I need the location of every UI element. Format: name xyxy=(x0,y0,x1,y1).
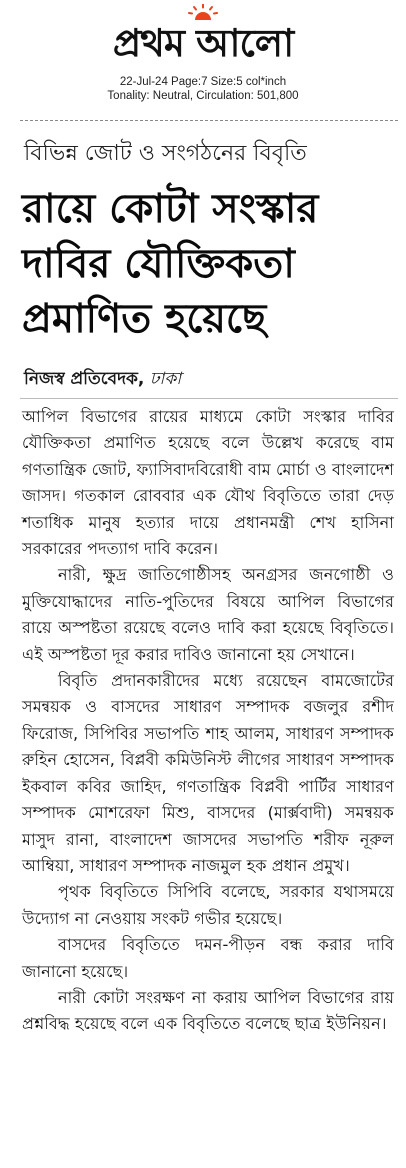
headline-line: দাবির যৌক্তিকতা xyxy=(22,241,295,287)
byline xyxy=(24,366,181,394)
byline-location: ঢাকা xyxy=(149,369,182,389)
body-paragraph: পৃথক বিবৃতিতে সিপিবি বলেছে, সরকার যথাসময়ে উদ্যোগ না নেওয়ায় সংকট গভীর হয়েছে। xyxy=(22,882,394,928)
newspaper-logo: প্রথম আলো xyxy=(112,21,294,65)
clipping-meta-tonality: Tonality: Neutral, Circulation: 501,800 xyxy=(107,90,299,102)
top-divider xyxy=(20,120,398,121)
article-kicker: বিভিন্ন জোট ও সংগঠনের বিবৃতি xyxy=(24,141,307,166)
headline-line: প্রমাণিত হয়েছে xyxy=(22,296,267,342)
byline-author: নিজস্ব প্রতিবেদক, xyxy=(24,369,145,389)
body-paragraph: বাসদের বিবৃতিতে দমন-পীড়ন বন্ধ করার দাবি জানানো হয়েছে। xyxy=(22,935,394,981)
byline-divider xyxy=(20,398,398,399)
clipping-meta-date-page: 22-Jul-24 Page:7 Size:5 col*inch xyxy=(119,76,287,88)
article-body xyxy=(22,404,394,1038)
article-headline xyxy=(22,182,392,347)
headline-line: রায়ে কোটা সংস্কার xyxy=(22,186,319,232)
body-paragraph: বিবৃতি প্রদানকারীদের মধ্যে রয়েছেন বামজোটের সমন্বয়ক ও বাসদের সাধারণ সম্পাদক বজলুর রশীদ ফিরোজ, সিপিবির সভাপতি শাহ আলম, সাধারণ সম্পাদক রুহিন হোসেন, বিপ্লবী কমিউনিস্ট লীগের সাধারণ সম্পাদক ইকবাল কবির জাহিদ, গণতান্ত্রিক বিপ্লবী পার্টির সাধারণ সম্পাদক মোশরেফা মিশু, বাসদের (মার্ক্সবাদী) সমন্বয়ক মাসুদ রানা, বাংলাদেশ জাসদের সভাপতি শরীফ নূরুল আম্বিয়া, সাধারণ সম্পাদক নাজমুল হক প্রধান প্রমুখ। xyxy=(22,671,394,875)
body-paragraph: নারী, ক্ষুদ্র জাতিগোষ্ঠীসহ অনগ্রসর জনগোষ্ঠী ও মুক্তিযোদ্ধাদের নাতি-পুতিদের বিষয়ে আপিল বিভাগের রায়ে অস্পষ্টতা রয়েছে বলেও দাবি করা হয়েছে বিবৃতিতে। এই অস্পষ্টতা দূর করার দাবিও জানানো হয় সেখানে। xyxy=(22,565,394,664)
body-paragraph: নারী কোটা সংরক্ষণ না করায় আপিল বিভাগের রায় প্রশ্নবিদ্ধ হয়েছে বলে এক বিবৃতিতে বলেছে ছাত্র ইউনিয়ন। xyxy=(22,987,394,1034)
body-paragraph: আপিল বিভাগের রায়ের মাধ্যমে কোটা সংস্কার দাবির যৌক্তিকতা প্রমাণিত হয়েছে বলে উল্লেখ করেছে বাম গণতান্ত্রিক জোট, ফ্যাসিবাদবিরোধী বাম মোর্চা ও বাংলাদেশ জাসদ। গতকাল রোববার এক যৌথ বিবৃতিতে তারা দেড় শতাধিক মানুষ হত্যার দায়ে প্রধানমন্ত্রী শেখ হাসিনা সরকারের পদত্যাগ দাবি করেন। xyxy=(22,407,394,559)
masthead xyxy=(0,0,406,102)
